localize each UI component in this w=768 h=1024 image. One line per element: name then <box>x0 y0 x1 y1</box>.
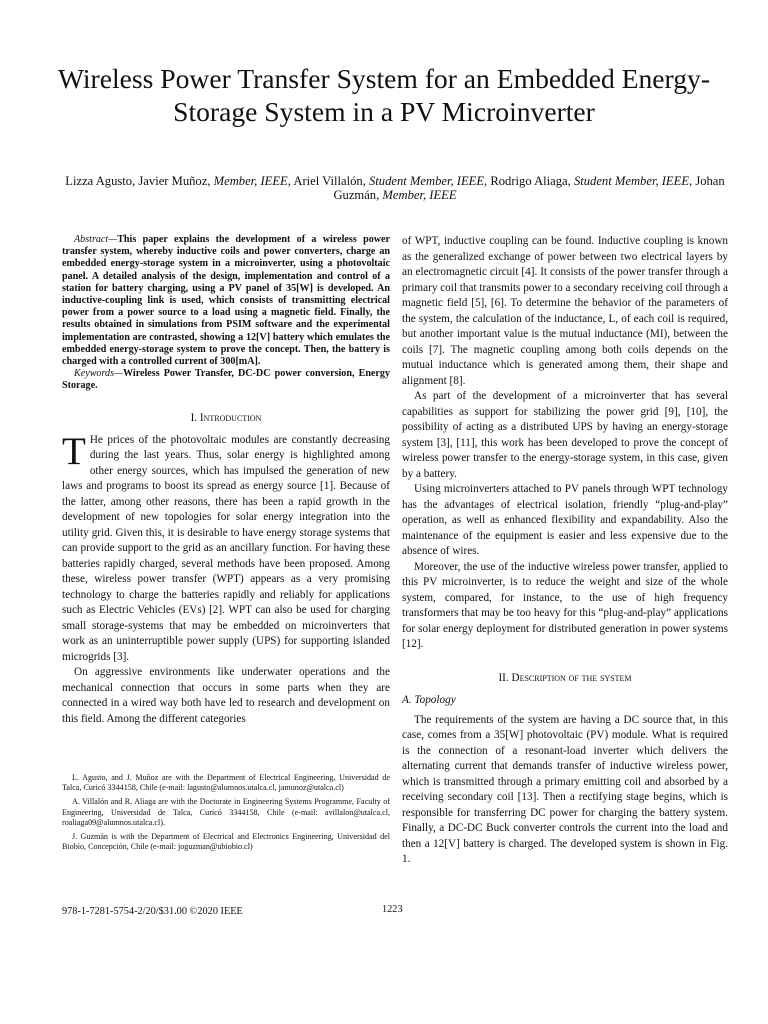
keywords <box>62 368 390 392</box>
topology-paragraph-1: The requirements of the system are having a DC source that, in this case, comes from a 35[W] photovoltaic (PV) module. What is required is the connection of a resonant-load inverter which delivers the alternating current that demands transfer of inductive wireless power, which is transmitted through a primary emitting coil and absorbed by a receiving secondary coil [13]. Then a rectifying stage begins, which is responsible for transferring DC power for charging the battery system. Finally, a DC-DC Buck converter controls the current into the load and then a 12[V] battery is charged. The developed system is shown in Fig. 1. <box>402 713 728 865</box>
abstract <box>62 234 390 368</box>
section-heading-introduction: I. Introduction <box>190 411 262 424</box>
paper-title: Wireless Power Transfer System for an Embedded Energy-Storage System in a PV Microinverter <box>57 63 711 127</box>
drop-cap: T <box>62 429 86 473</box>
page-number: 1223 <box>382 904 403 915</box>
keywords-text: Wireless Power Transfer, DC-DC power conversion, Energy Storage. <box>62 368 390 392</box>
intro-paragraph-2: On aggressive environments like underwater operations and the mechanical connection that occurs in some parts when they are connected in a wired way both have led to research and development on this field. Among the different categories <box>62 666 390 725</box>
copyright-footer: 978-1-7281-5754-2/20/$31.00 ©2020 IEEE <box>62 906 243 917</box>
footnote: A. Villalón and R. Aliaga are with the Doctorate in Engineering Systems Programme, Faculty of Engineering, Universidad de Talca, Curicó 3344158, Chile (e-mail: avillalon@utalca.cl, roaliaga09@alumnos.utalca.cl). <box>62 797 390 827</box>
footnote: L. Agusto, and J. Muñoz are with the Department of Electrical Engineering, Universidad de Talca, Curicó 3344158, Chile (e-mail: lagusto@alumnos.utalca.cl, jamunoz@utalca.cl) <box>62 773 390 793</box>
footnote: J. Guzmán is with the Department of Electrical and Electronics Engineering, Universidad del Biobío, Concepción, Chile (e-mail: joguzman@ubiobio.cl) <box>62 832 390 852</box>
keywords-label: Keywords— <box>74 368 123 380</box>
author-name: Ariel Villalón <box>293 174 363 188</box>
section-heading-description: II. Description of the system <box>498 671 632 684</box>
footnotes <box>62 773 390 856</box>
abstract-text: This paper explains the development of a wireless power transfer system, whereby inductive coils and power converters, charge an embedded energy-storage system in a microinverter, using a photovoltaic panel. A detailed analysis of the design, implementation and control of a station for battery charging, using a PV panel of 35[W] is developed. An inductive-coupling link is used, which consists of transmitting electrical power from a power source to a load using a magnetic field. Finally, the results obtained in simulations from PSIM software and the experimental implementation are contrasted, showing a 12[V] battery which emulates the embedded energy-storage system to prove the concept. Then, the battery is charged with a controlled current of 300[mA]. <box>62 234 390 368</box>
intro-paragraph-4: Using microinverters attached to PV panels through WPT technology has the advantages of electrical isolation, friendly “plug-and-play” operation, as well as enhanced flexibility and expandability. Also the maintenance of the equipment is easier and less expensive due to the absence of wires. <box>402 483 728 557</box>
intro-paragraph-5: Moreover, the use of the inductive wireless power transfer, applied to this PV microinverter, is to reduce the weight and size of the whole system, compared, for instance, to the use of high frequency transformers that may be too heavy for this “plug-and-play” applications for solar energy deployment for distributed generation in power systems [12]. <box>402 560 728 650</box>
abstract-label: Abstract— <box>74 234 118 245</box>
author-role: Member, IEEE <box>382 188 457 202</box>
author-name: Johan Guzmán <box>333 174 725 202</box>
intro-paragraph-3: As part of the development of a microinverter that has several capabilities as support for stabilizing the power grid [9], [10], the possibility of acting as a distributed UPS by having an energy-storage system [3], [11], this work has been developed to prove the concept of wireless power transfer to the energy-storage system, in this case, given by a battery. <box>402 390 728 480</box>
author-list: Lizza Agusto, Javier Muñoz, Member, IEEE, Ariel Villalón, Student Member, IEEE, Rodrigo Aliaga, Student Member, IEEE, Johan Guzmán, Member, IEEE <box>65 174 725 202</box>
author-name: Lizza Agusto <box>65 174 133 188</box>
right-column <box>402 234 728 868</box>
intro-paragraph-2-continued: of WPT, inductive coupling can be found. Inductive coupling is known as the generalized exchange of power between two electrical layers by an electromagnetic circuit [4]. It consists of the power transfer through a primary coil that transmits power to a secondary receiving coil through a magnetic field [5], [6]. To determine the behavior of the parameters of the system, the calculation of the inductance, L, of each coil is required, but another important value is the mutual inductance (MI), between the coils [7]. The magnetic coupling among both coils depends on the mutual inductance which is generated among them, their shape and alignment [8]. <box>402 235 728 387</box>
author-name: Rodrigo Aliaga <box>490 174 568 188</box>
author-role: Member, IEEE <box>213 174 288 188</box>
left-column <box>62 234 390 727</box>
intro-paragraph-1-text: He prices of the photovoltaic modules are constantly decreasing during the last years. Thus, solar energy is highlighted among other energy sources, which has impulsed the generation of new laws and programs to boost its spread as energy source [1]. Because of the latter, among other reasons, there has been a rapid growth in the development of new topologies for solar energy integration into the utility grid. Given this, it is desirable to have energy storage systems that can provide support to the grid as an ancillary function. For having these batteries rapidly charged, several methods have been proposed. Among these, wireless power transfer (WPT) appears as a very promising technology to charge the batteries rapidly and reliably for applications such as Electric Vehicles (EVs) [2]. WPT can also be used for charging small storage-systems that may be embedded on microinverters that work as an uninterruptible power supply (UPS) for supporting islanded microgrids [3]. <box>62 433 390 663</box>
intro-paragraph-1 <box>62 429 390 666</box>
author-role: Student Member, IEEE <box>573 174 690 188</box>
subsection-heading-topology: A. Topology <box>402 693 456 706</box>
author-name: Javier Muñoz <box>138 174 208 188</box>
author-role: Student Member, IEEE <box>368 174 485 188</box>
